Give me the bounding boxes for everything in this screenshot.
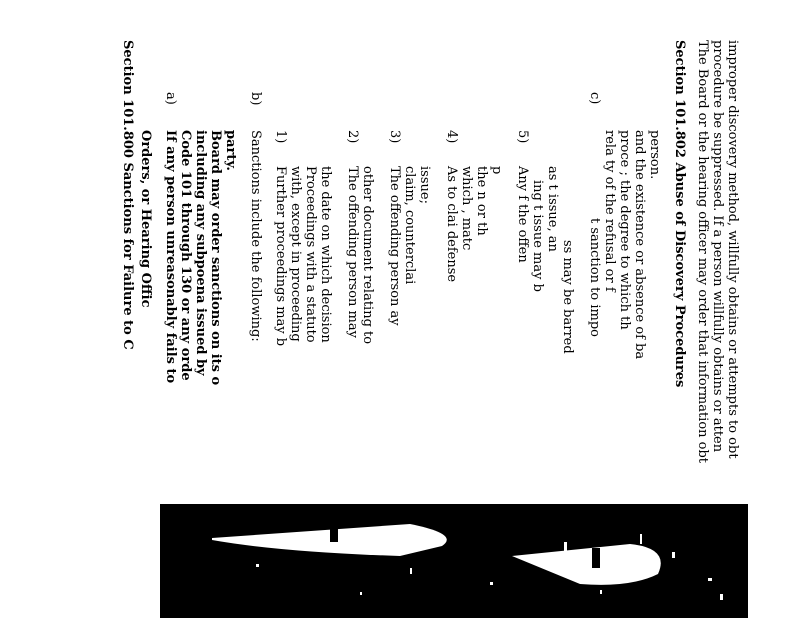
item-b1-line: with, except in proceeding	[288, 166, 303, 342]
speck	[490, 582, 493, 585]
item-b4-line: which , matc	[459, 166, 474, 251]
item-b3-line: The offending person ay	[387, 166, 402, 326]
item-b5-line: ss may be barred	[560, 240, 575, 354]
section-802-heading: Section 101.802 Abuse of Discovery Procedures	[672, 40, 687, 388]
item-b4-label: 4)	[444, 130, 459, 144]
item-a-line: Board may order sanctions on its o	[208, 130, 223, 386]
speck	[592, 548, 600, 568]
item-b-line: Sanctions include the following:	[248, 130, 263, 342]
item-a-line: If any person unreasonably fails to	[163, 130, 178, 384]
item-b2-line: The offending person may	[345, 166, 360, 338]
speck	[256, 564, 259, 567]
white-shard	[212, 524, 447, 556]
section-800-heading: Section 101.800 Sanctions for Failure to C	[120, 40, 135, 350]
item-b1-line: Proceedings with a statuto	[303, 166, 318, 343]
item-b5-line: ing t issue may b	[530, 180, 545, 292]
item-b3-line: issue;	[417, 166, 432, 204]
item-b1-line: Further proceedings may b	[273, 166, 288, 347]
section-802-line: improper discovery method, willfully obtains or attempts to obt	[725, 40, 740, 459]
item-b5-label: 5)	[515, 130, 530, 144]
item-c-line: and the existence or absence of ba	[632, 130, 647, 360]
speck	[330, 524, 338, 542]
item-c-line: proce ; the degree to which th	[617, 130, 632, 330]
item-a-label: a)	[163, 92, 178, 105]
item-b4-line: As to clai defense	[444, 166, 459, 283]
item-c-line: t sanction to impo	[587, 218, 602, 337]
redaction-artifacts	[160, 504, 748, 618]
item-b1-label: 1)	[273, 130, 288, 144]
item-c-line: rela ty of the refusal or f	[602, 130, 617, 292]
item-b3-line: claim, counterclai	[402, 166, 417, 285]
speck	[600, 590, 602, 594]
speck	[410, 568, 412, 574]
item-b1-line: the date on which decision	[318, 166, 333, 343]
speck	[564, 542, 567, 564]
item-c-line: person.	[647, 130, 662, 180]
speck	[672, 552, 675, 558]
item-b3-label: 3)	[387, 130, 402, 144]
speck	[360, 592, 362, 595]
item-b4-line: p	[489, 166, 504, 175]
item-b5-line: as t issue, an	[545, 166, 560, 252]
speck	[640, 534, 642, 544]
item-a-line: party.	[223, 130, 238, 171]
item-b-label: b)	[248, 92, 263, 106]
item-a-line: Code 101 through 130 or any orde	[178, 130, 193, 381]
speck	[720, 594, 723, 600]
item-c-label: c)	[587, 92, 602, 105]
item-b2-line: other document relating to	[360, 166, 375, 345]
speck	[708, 578, 712, 581]
item-a-line: including any subpoena issued by	[193, 130, 208, 376]
item-b4-line: the n or th	[474, 166, 489, 236]
item-b2-label: 2)	[345, 130, 360, 144]
white-shard	[512, 544, 661, 585]
section-802-line: The Board or the hearing officer may order that information obt	[695, 40, 710, 464]
section-800-subheading: Orders, or Hearing Offic	[138, 130, 153, 308]
item-b5-line: Any f the offen	[515, 166, 530, 263]
section-802-line: procedure be suppressed. If a person willfully obtains or atten	[710, 40, 725, 453]
